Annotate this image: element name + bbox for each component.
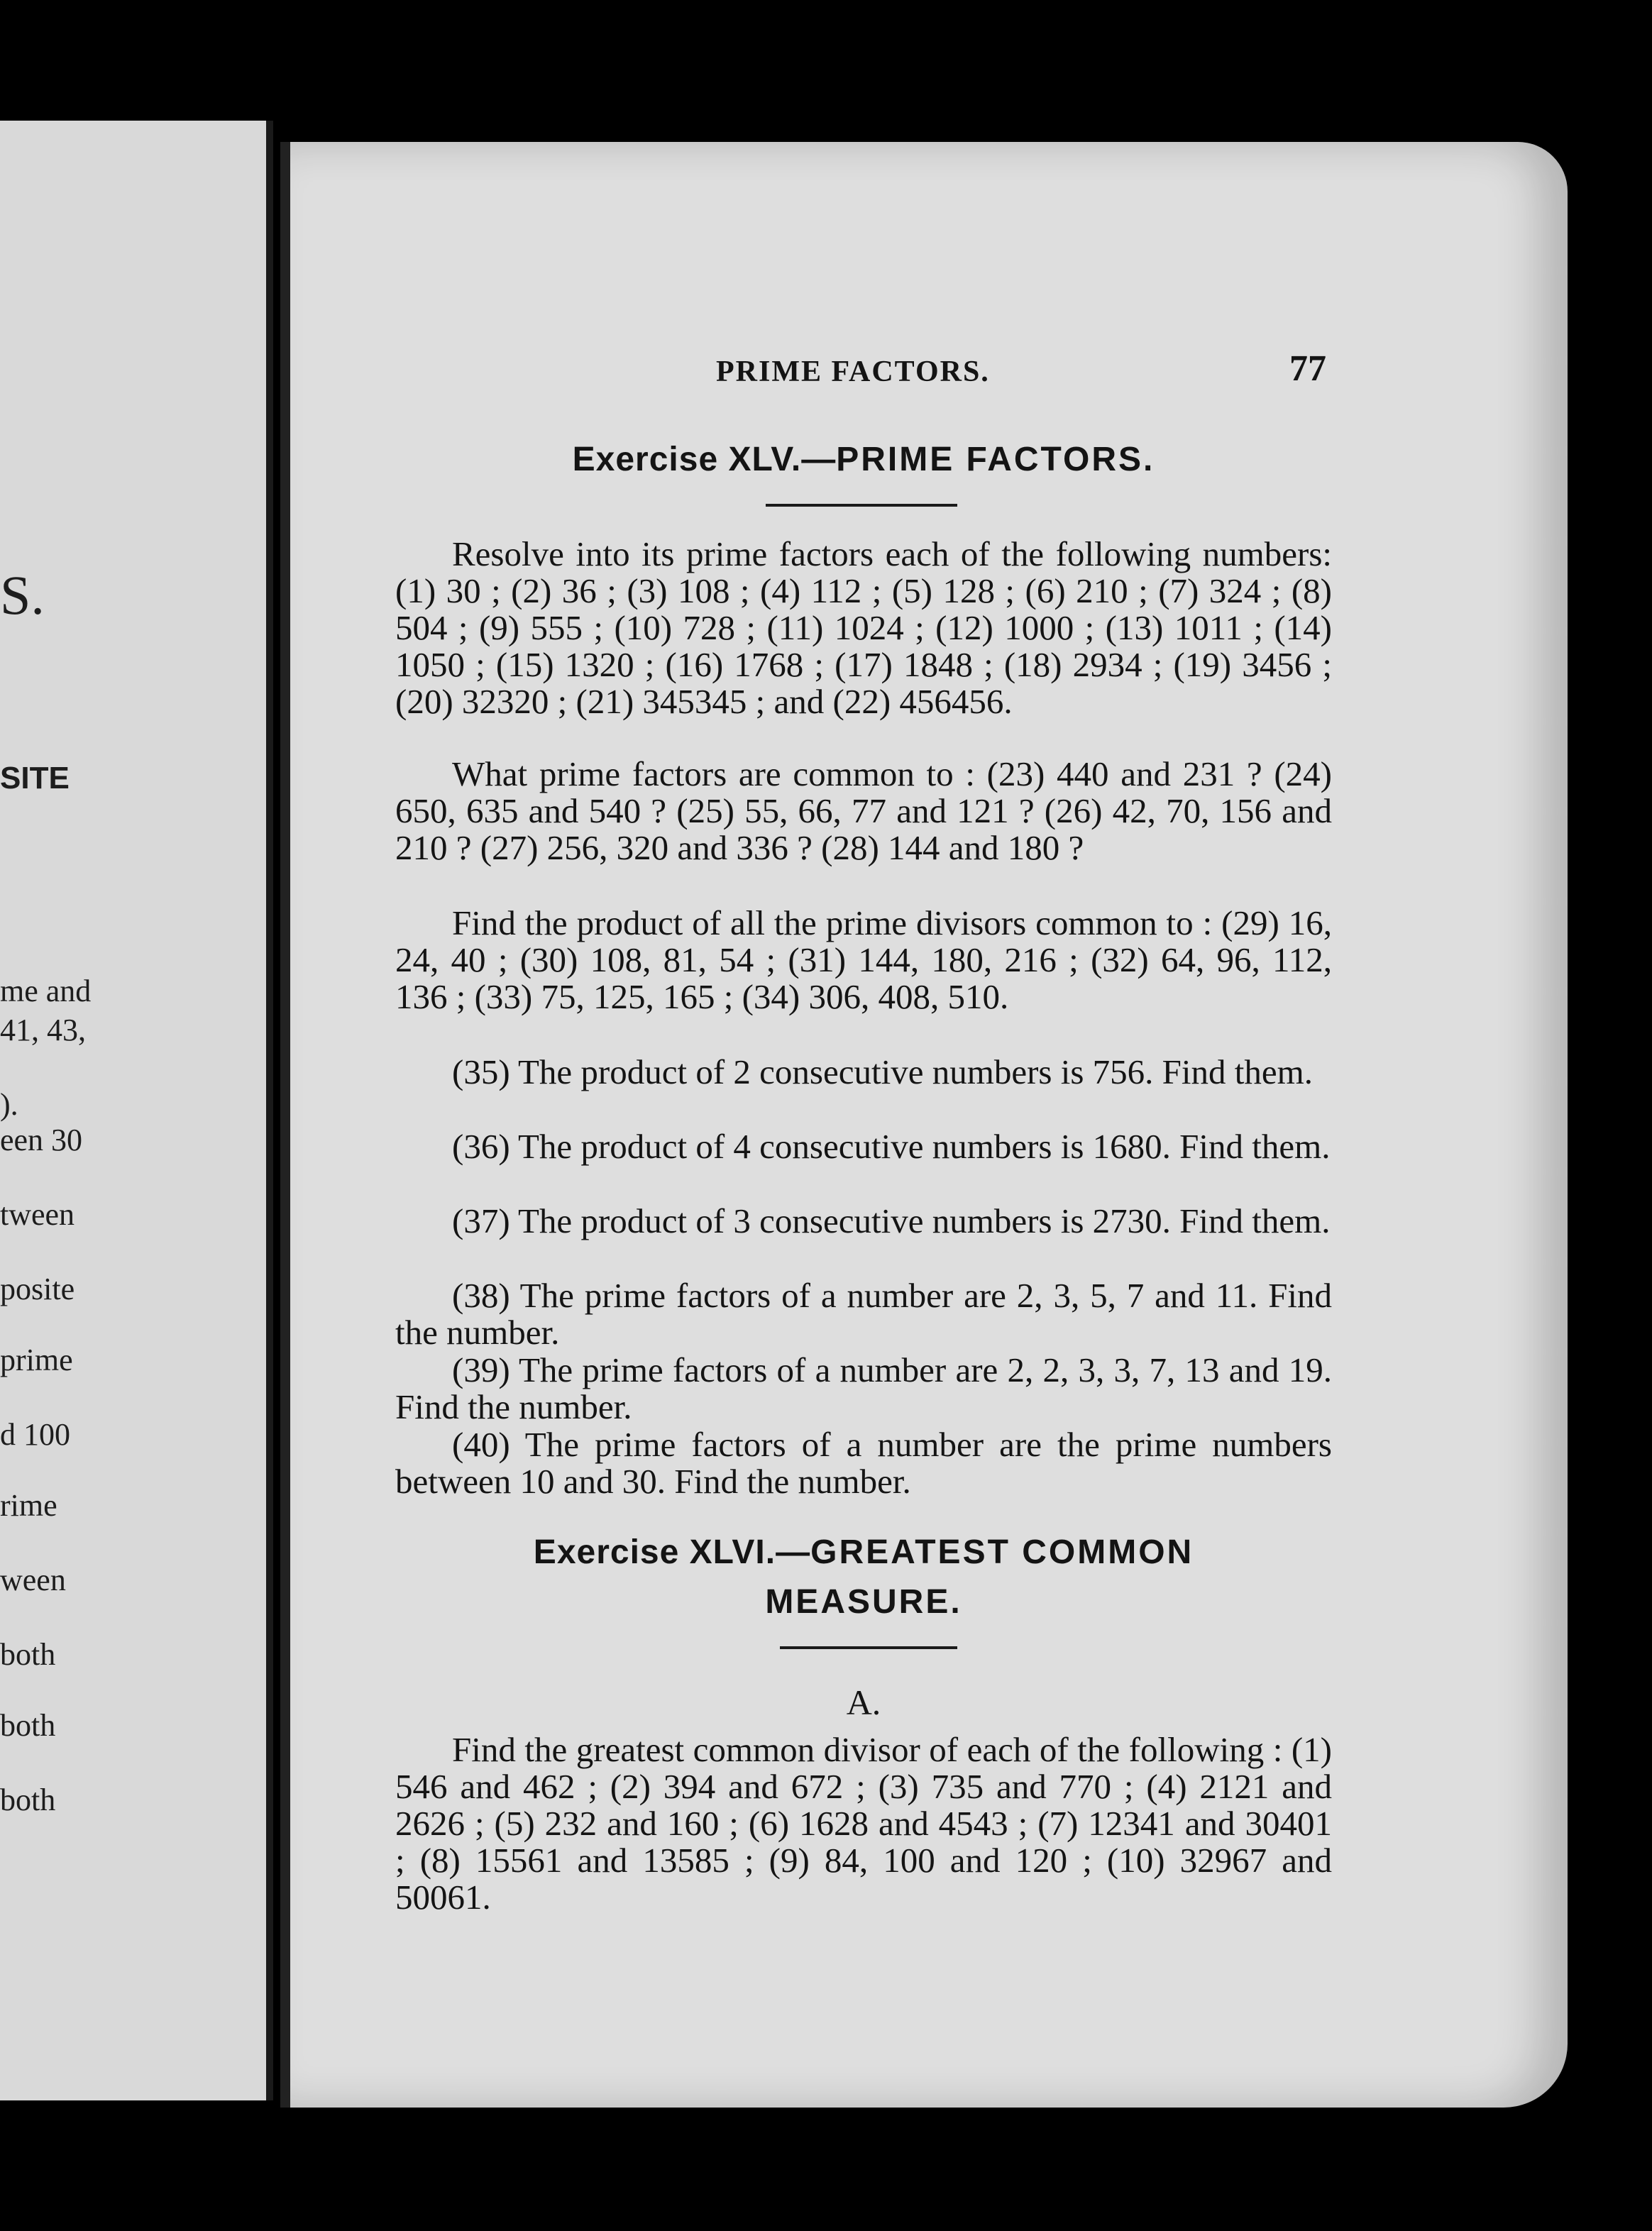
left-page-fragment: prime [0,1343,73,1377]
exercise-45-paragraph: Resolve into its prime factors each of the following numbers: (1) 30 ; (2) 36 ; (3) 108 ; (4) 112 ; (5) 128 ; (6) 210 ; (7) 324 ; (8) 504 ; (9) 555 ; (10) 728 ; (11) 1024 ; (12) 1000 ; (13) 1011 ; (14) 1050 ; (15) 1320 ; (16) 1768 ; (17) 1848 ; (18) 2934 ; (19) 3456 ; (20) 32320 ; (21) 345345 ; and (22) 456456. [395,534,1332,721]
exercise-45-heading [395,440,1332,479]
left-page-fragment: posite [0,1272,75,1306]
left-page-fragment: rime [0,1488,57,1523]
exercise-46-heading [395,1533,1332,1572]
exercise-46-title-line2: MEASURE. [765,1583,962,1621]
left-page-fragment: tween [0,1197,75,1232]
exercise-46-label: Exercise XLVI.— [533,1533,811,1571]
heading-rule [766,504,957,507]
left-page-fragment: me and [0,974,92,1008]
left-page-fragment: SITE [0,761,70,795]
exercise-45-paragraph: (40) The prime factors of a number are the prime numbers between 10 and 30. Find the number. [395,1425,1332,1501]
exercise-45-paragraph: (39) The prime factors of a number are 2, 2, 3, 3, 7, 13 and 19. Find the number. [395,1350,1332,1426]
exercise-45-paragraph: (36) The product of 4 consecutive numbers is 1680. Find them. [452,1127,1331,1166]
exercise-45-label: Exercise XLV.— [572,441,837,478]
left-page-fragment: 41, 43, [0,1013,86,1047]
left-page [0,121,273,2100]
running-head: PRIME FACTORS. [716,356,990,388]
left-page-fragment: both [0,1637,56,1672]
exercise-45-title: PRIME FACTORS. [836,441,1155,478]
left-page-fragment: d 100 [0,1417,70,1452]
exercise-46-paragraph: Find the greatest common divisor of each of the following : (1) 546 and 462 ; (2) 394 and 672 ; (3) 735 and 770 ; (4) 2121 and 2626 ; (5) 232 and 160 ; (6) 1628 and 4543 ; (7) 12341 and 30401 ; (8) 15561 and 13585 ; (9) 84, 100 and 120 ; (10) 32967 and 50061. [395,1730,1332,1917]
exercise-45-paragraph: (37) The product of 3 consecutive numbers is 2730. Find them. [452,1201,1331,1240]
left-page-fragment: both [0,1708,56,1743]
left-page-fragment: ). [0,1087,18,1122]
section-label: A. [846,1682,881,1722]
page-number: 77 [1289,348,1326,389]
left-page-fragment: een 30 [0,1123,83,1157]
exercise-45-paragraph: Find the product of all the prime divisors common to : (29) 16, 24, 40 ; (30) 108, 81, 54 ; (31) 144, 180, 216 ; (32) 64, 96, 112, 136 ; (33) 75, 125, 165 ; (34) 306, 408, 510. [395,903,1332,1016]
exercise-46-title-line1: GREATEST COMMON [810,1533,1194,1571]
exercise-45-paragraph: (38) The prime factors of a number are 2, 3, 5, 7 and 11. Find the number. [395,1276,1332,1352]
heading-rule [780,1646,957,1649]
exercise-46-heading-line2 [395,1582,1332,1621]
exercise-45-paragraph: What prime factors are common to : (23) 440 and 231 ? (24) 650, 635 and 540 ? (25) 55, 66, 77 and 121 ? (26) 42, 70, 156 and 210 ? (27) 256, 320 and 336 ? (28) 144 and 180 ? [395,754,1332,867]
left-page-fragment: S. [0,564,45,626]
book-page [280,142,1568,2108]
left-page-fragment: ween [0,1563,66,1597]
exercise-45-paragraph: (35) The product of 2 consecutive numbers is 756. Find them. [452,1052,1313,1091]
left-page-fragment: both [0,1783,56,1817]
